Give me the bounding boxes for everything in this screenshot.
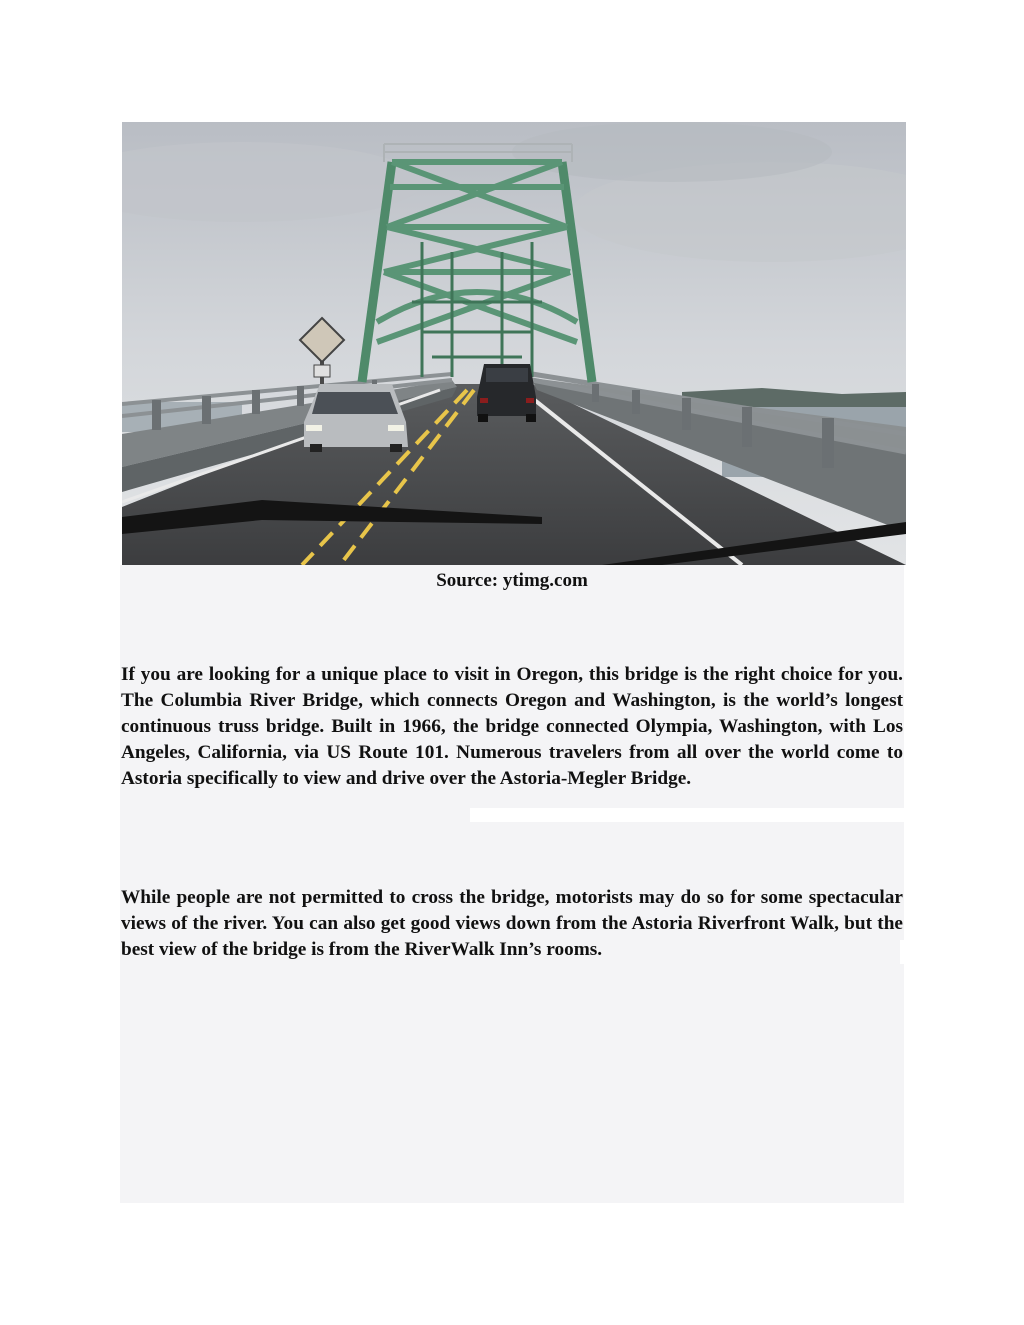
highlight-gap xyxy=(470,808,904,822)
highlight-block xyxy=(120,565,904,1203)
body-paragraph: While people are not permitted to cross the bridge, motorists may do so for some spectacular views of the river. You can also get good views down from the Astoria Riverfront Walk, but the best view of the bridge is from the RiverWalk Inn’s rooms. xyxy=(121,887,903,960)
body-paragraph: If you are looking for a unique place to visit in Oregon, this bridge is the right choice for you. The Columbia River Bridge, which connects Oregon and Washington, is the world’s longest continuous truss bridge. Built in 1966, the bridge connected Olympia, Washington, with Los Angeles, California, via US Route 101. Numerous travelers from all over the world come to Astoria specifically to view and drive over the Astoria-Megler Bridge. xyxy=(121,664,903,789)
bridge-photo-icon xyxy=(122,122,906,565)
image-caption: Source: ytimg.com xyxy=(436,570,588,591)
bridge-photo xyxy=(122,122,906,565)
